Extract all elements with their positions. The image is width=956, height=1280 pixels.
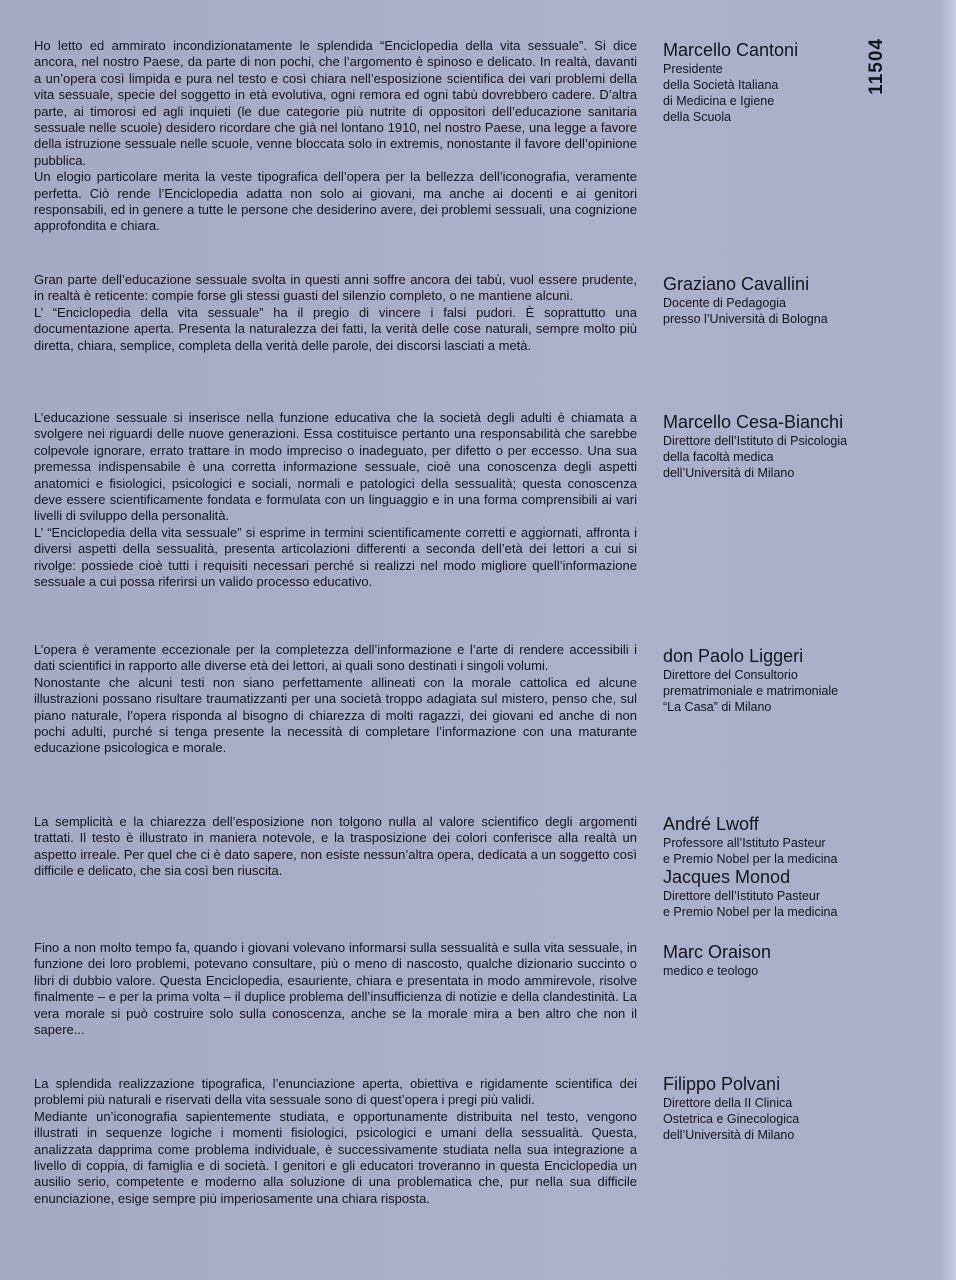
testimonial-text <box>34 814 637 880</box>
testimonial-author <box>663 274 923 327</box>
testimonial-author <box>663 942 923 979</box>
testimonial-author <box>663 1074 923 1143</box>
author-role: medico e teologo <box>663 964 759 978</box>
author-role: Direttore dell’Istituto Pasteur <box>663 889 821 903</box>
author-name: Marcello Cesa-Bianchi <box>663 412 844 432</box>
author-role: e Premio Nobel per la medicina <box>663 905 838 919</box>
paragraph: Mediante un’iconografia sapientemente studiata, e opportunamente distribuita nel testo, vengono illustrati in sequenze logiche i momenti fisiologici, psicologici e umani della sessualità. Questa, analizzata dapprima come problema individuale, è successivamente studiata nella sua integrazione a livello di coppia, di famiglia e di società. I genitori e gli educatori troveranno in questa Enciclopedia un ausilio serio, competente e moderno alla soluzione di una problematica che, pur nella sua difficile enunciazione, esige sempre più imperiosamente una chiara risposta. <box>34 1108 637 1206</box>
paragraph: Ho letto ed ammirato incondizionatamente le splendida “Enciclopedia della vita sessuale”. Si dice ancora, nel nostro Paese, da parte di non pochi, che l’argomento è spinoso e delicato. In realtà, davanti a un’opera così limpida e pura nel testo e così chiara nell’esposizione scientifica dei vari problemi della vita sessuale, specie del soggetto in età evolutiva, ogni remora ed ogni tabù dovrebbero cadere. D’altra parte, ai timorosi ed agli inquieti (le due categorie più nutrite di oppositori dell’educazione sanitaria sessuale nelle scuole) desidero ricordare che già nel lontano 1910, nel nostro Paese, una legge a favore della istruzione sessuale nelle scuole, venne bloccata solo in extremis, nonostante il favore dell’opinione pubblica. <box>34 38 637 168</box>
author-name: Graziano Cavallini <box>663 274 810 294</box>
author-role: Direttore dell’Istituto di Psicologia <box>663 434 848 448</box>
author-role: Presidente <box>663 62 723 76</box>
paragraph: La splendida realizzazione tipografica, l’enunciazione aperta, obiettiva e rigidamente scientifica dei problemi più naturali e riservati della vita sessuale sono di quest’opera i pregi più validi. <box>34 1076 637 1108</box>
paragraph: Nonostante che alcuni testi non siano perfettamente allineati con la morale cattolica ed alcune illustrazioni possano risultare traumatizzanti per una società troppo adagiata sul mistero, penso che, sul piano naturale, l’opera risponda al bisogno di chiarezza di molti ragazzi, dei giovani ed anche di non pochi adulti, purché si tenga presente la necessità di completare l’informazione con una maturante educazione psicologica e morale. <box>34 674 637 756</box>
author-role: della Scuola <box>663 110 732 124</box>
author-role: Direttore della II Clinica <box>663 1096 793 1110</box>
author-role: Professore all’Istituto Pasteur <box>663 836 826 850</box>
author-role: presso l’Università di Bologna <box>663 312 828 326</box>
author-role: della Società Italiana <box>663 78 779 92</box>
author-name: Jacques Monod <box>663 867 791 887</box>
testimonial-text <box>34 272 637 354</box>
author-name: Marc Oraison <box>663 942 772 962</box>
author-role: dell’Università di Milano <box>663 466 795 480</box>
author-name: Filippo Polvani <box>663 1074 781 1094</box>
author-role: e Premio Nobel per la medicina <box>663 852 838 866</box>
testimonial-text <box>34 642 637 757</box>
author-role: della facoltà medica <box>663 450 774 464</box>
paragraph: L’educazione sessuale si inserisce nella funzione educativa che la società degli adulti è chiamata a svolgere nei riguardi delle nuove generazioni. Essa costituisce pertanto una responsabilità che sarebbe colpevole ignorare, errato trattare in modo impreciso o inadeguato, per difetto o per eccesso. Una sua premessa indispensabile è una corretta informazione sessuale, cioè una conoscenza degli aspetti anatomici e fisiologici, psicologici e sociali, normali e patologici della sessualità; questa conoscenza deve essere scientificamente fondata e formulata con un linguaggio e in una forma comprensibili ai vari livelli di sviluppo della personalità. <box>34 410 637 524</box>
author-name: Marcello Cantoni <box>663 40 799 60</box>
author-role: Docente di Pedagogia <box>663 296 787 310</box>
testimonial-author <box>663 646 923 715</box>
paragraph: L’ “Enciclopedia della vita sessuale” si esprime in termini scientificamente corretti e aggiornati, affronta i diversi aspetti della sessualità, presenta articolazioni differenti a seconda dell’età dei lettori a cui si rivolge: possiede cioè tutti i requisiti necessari perché si realizzi nel modo migliore quell’informazione sessuale a cui possa riferirsi un valido processo educativo. <box>34 524 637 590</box>
author-role: Ostetrica e Ginecologica <box>663 1112 800 1126</box>
author-name: André Lwoff <box>663 814 759 834</box>
paragraph: Fino a non molto tempo fa, quando i giovani volevano informarsi sulla sessualità e sulla vita sessuale, in funzione dei loro problemi, potevano consultare, più o meno di nascosto, qualche dizionario succinto o libri di dubbio valore. Questa Enciclopedia, esauriente, chiara e presentata in modo ammirevole, risolve finalmente – e per la prima volta – il duplice problema dell’insufficienza di notizie e della clandestinità. La vera morale si può costruire solo sulla conoscenza, anche se la morale mira a ben altro che non il sapere... <box>34 940 637 1038</box>
testimonial-text <box>34 1076 637 1207</box>
author-role: di Medicina e Igiene <box>663 94 775 108</box>
catalog-number: 11504 <box>866 38 887 95</box>
author-name: don Paolo Liggeri <box>663 646 804 666</box>
author-role: Direttore del Consultorio <box>663 668 798 682</box>
author-role: “La Casa” di Milano <box>663 700 772 714</box>
testimonial-author <box>663 814 923 920</box>
paragraph: La semplicità e la chiarezza dell’esposizione non tolgono nulla al valore scientifico degli argomenti trattati. Il testo è illustrato in maniera notevole, e la trasposizione dei colori conferisce alla realtà un aspetto irreale. Per quel che ci è dato sapere, non esiste nessun’altra opera, dedicata a un soggetto così difficile e delicato, che sia così ben riuscita. <box>34 814 637 879</box>
testimonial-author <box>663 412 923 481</box>
testimonial-text <box>34 410 637 590</box>
author-role: dell’Università di Milano <box>663 1128 795 1142</box>
paragraph: L’ “Enciclopedia della vita sessuale” ha il pregio di vincere i falsi pudori. È soprattutto una documentazione aperta. Presenta la naturalezza dei fatti, la verità delle cose naturali, sempre molto più diretta, chiara, semplice, completa della verità delle parole, dei discorsi lasciati a metà. <box>34 304 637 353</box>
paragraph: L’opera è veramente eccezionale per la completezza dell’informazione e l’arte di rendere accessibili i dati scientifici in rapporto alle diverse età dei lettori, ai quali sono destinati i singoli volumi. <box>34 642 637 674</box>
author-role: prematrimoniale e matrimoniale <box>663 684 839 698</box>
testimonial-text <box>34 38 637 235</box>
testimonial-text <box>34 940 637 1038</box>
paragraph: Un elogio particolare merita la veste tipografica dell’opera per la bellezza dell’iconografia, veramente perfetta. Ciò rende l’Enciclopedia adatta non solo ai giovani, ma anche ai docenti e ai genitori responsabili, ed in genere a tutte le persone che desiderino avere, dei problemi sessuali, una cognizione approfondita e chiara. <box>34 169 637 234</box>
paragraph: Gran parte dell’educazione sessuale svolta in questi anni soffre ancora dei tabù, vuol essere prudente, in realtà è reticente: compie forse gli stessi guasti del silenzio completo, o ne mantiene alcuni. <box>34 272 637 304</box>
cover-edge <box>940 0 956 1280</box>
testimonial-author <box>663 40 923 125</box>
